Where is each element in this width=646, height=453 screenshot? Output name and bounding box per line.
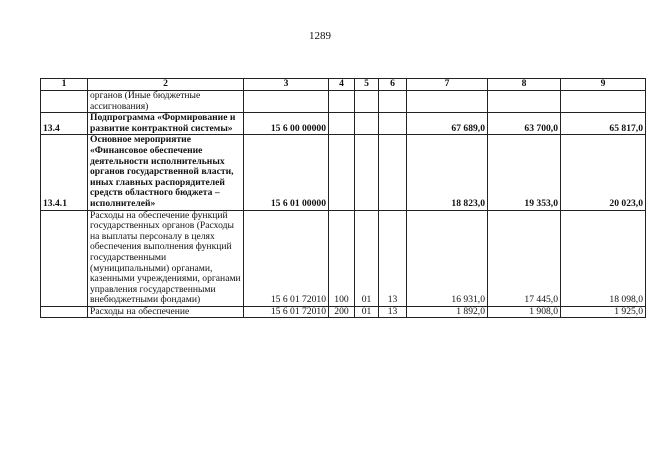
row-rz xyxy=(355,113,379,135)
row-vr: 100 xyxy=(329,210,355,306)
row-code xyxy=(41,91,88,113)
row-rz xyxy=(355,135,379,210)
row-value-3: 65 817,0 xyxy=(561,113,646,135)
row-csr: 15 6 01 00000 xyxy=(244,135,329,210)
row-value-2: 17 445,0 xyxy=(488,210,561,306)
row-csr: 15 6 01 72010 xyxy=(244,306,329,318)
table-row xyxy=(41,135,646,210)
column-header: 9 xyxy=(561,79,646,91)
row-rz: 01 xyxy=(355,210,379,306)
row-pr xyxy=(379,91,407,113)
row-pr xyxy=(379,113,407,135)
table-header-row xyxy=(41,79,646,91)
row-csr xyxy=(244,91,329,113)
column-header: 3 xyxy=(244,79,329,91)
row-code xyxy=(41,306,88,318)
row-value-3: 1 925,0 xyxy=(561,306,646,318)
row-code xyxy=(41,210,88,306)
row-value-2 xyxy=(488,91,561,113)
row-csr: 15 6 00 00000 xyxy=(244,113,329,135)
row-rz: 01 xyxy=(355,306,379,318)
column-header: 2 xyxy=(88,79,244,91)
row-value-1: 16 931,0 xyxy=(407,210,488,306)
table-row xyxy=(41,113,646,135)
table-row xyxy=(41,306,646,318)
row-name: Расходы на обеспечение функций государственных органов (Расходы на выплаты персоналу в целях обеспечения выполнения функций государственными (муниципальными) органами, казенными учреждениями, органами управления государственными внебюджетными фондами) xyxy=(88,210,244,306)
row-csr: 15 6 01 72010 xyxy=(244,210,329,306)
row-value-3: 20 023,0 xyxy=(561,135,646,210)
row-code: 13.4 xyxy=(41,113,88,135)
row-pr: 13 xyxy=(379,210,407,306)
column-header: 7 xyxy=(407,79,488,91)
row-name: органов (Иные бюджетные ассигнования) xyxy=(88,91,244,113)
row-name: Основное мероприятие «Финансовое обеспечение деятельности исполнительных органов государственной власти, иных главных распорядителей средств областного бюджета – исполнителей» xyxy=(88,135,244,210)
row-value-3 xyxy=(561,91,646,113)
row-value-2: 19 353,0 xyxy=(488,135,561,210)
table-row xyxy=(41,210,646,306)
row-vr xyxy=(329,91,355,113)
row-value-1: 1 892,0 xyxy=(407,306,488,318)
table-row xyxy=(41,91,646,113)
row-code: 13.4.1 xyxy=(41,135,88,210)
row-vr xyxy=(329,113,355,135)
budget-table xyxy=(40,78,646,318)
row-name: Расходы на обеспечение xyxy=(88,306,244,318)
row-vr: 200 xyxy=(329,306,355,318)
row-rz xyxy=(355,91,379,113)
row-value-1: 67 689,0 xyxy=(407,113,488,135)
row-pr xyxy=(379,135,407,210)
row-vr xyxy=(329,135,355,210)
column-header: 4 xyxy=(329,79,355,91)
column-header: 1 xyxy=(41,79,88,91)
column-header: 8 xyxy=(488,79,561,91)
row-value-2: 1 908,0 xyxy=(488,306,561,318)
column-header: 5 xyxy=(355,79,379,91)
row-value-1 xyxy=(407,91,488,113)
row-value-1: 18 823,0 xyxy=(407,135,488,210)
column-header: 6 xyxy=(379,79,407,91)
row-name: Подпрограмма «Формирование и развитие контрактной системы» xyxy=(88,113,244,135)
page-number: 1289 xyxy=(309,30,331,42)
row-pr: 13 xyxy=(379,306,407,318)
row-value-2: 63 700,0 xyxy=(488,113,561,135)
row-value-3: 18 098,0 xyxy=(561,210,646,306)
